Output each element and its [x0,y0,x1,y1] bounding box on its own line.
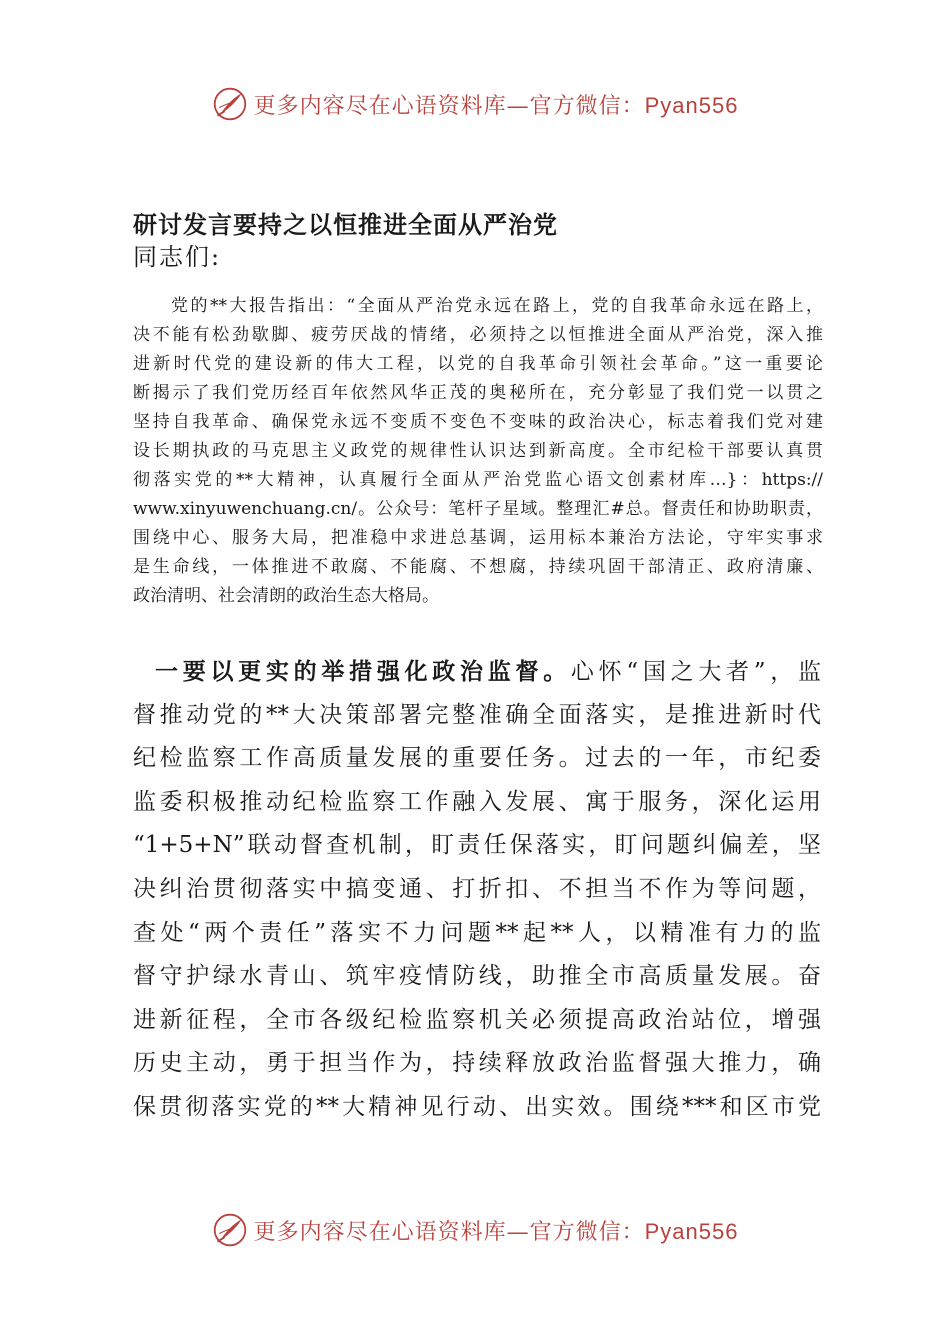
intro-line: 是生命线，一体推进不敢腐、不能腐、不想腐，持续巩固干部清正、政府清廉、 [133,557,823,577]
intro-line: 断揭示了我们党历经百年依然风华正茂的奥秘所在，充分彰显了我们党一以贯之 [133,383,823,403]
intro-line: 彻落实党的**大精神，认真履行全面从严治党监心语文创素材库…}：https:// [133,470,823,490]
intro-line: 决不能有松劲歇脚、疲劳厌战的情绪，必须持之以恒推进全面从严治党，深入推 [133,325,823,345]
banner-text: 更多内容尽在心语资料库—官方微信：Pyan556 [253,92,739,119]
header-banner [0,82,950,126]
intro-line: www.xinyuwenchuang.cn/。公众号：笔杆子星域。整理汇#总。督责任和协助职责， [133,499,823,519]
body-line: 督守护绿水青山、筑牢疫情防线，助推全市高质量发展。奋 [133,963,821,990]
quill-pen-logo-icon [212,1212,248,1248]
section-1-first-line [133,650,821,694]
intro-line: 党的**大报告指出：“全面从严治党永远在路上，党的自我革命永远在路上， [171,296,823,316]
intro-paragraph [133,292,823,611]
body-line: 历史主动，勇于担当作为，持续释放政治监督强大推力，确 [133,1050,821,1077]
body-line: 进新征程，全市各级纪检监察机关必须提高政治站位，增强 [133,1006,821,1033]
intro-line: 政治清明、社会清朗的政治生态大格局。 [133,586,439,606]
intro-line: 设长期执政的马克思主义政党的规律性认识达到新高度。全市纪检干部要认真贯 [133,441,823,461]
intro-line: 围绕中心、服务大局，把准稳中求进总基调，运用标本兼治方法论，守牢实事求 [133,528,823,548]
wechat-id: Pyan556 [644,1218,739,1244]
section-1-heading: 一要以更实的举措强化政治监督。 [155,658,571,685]
body-line: 监委积极推动纪检监察工作融入发展、寓于服务，深化运用 [133,788,821,815]
quill-pen-logo-icon [212,86,248,122]
body-line: 保贯彻落实党的**大精神见行动、出实效。围绕***和区市党 [133,1093,821,1120]
wechat-id: Pyan556 [644,92,739,118]
intro-line: 坚持自我革命、确保党永远不变质不变色不变味的政治决心，标志着我们党对建 [133,412,823,432]
section-1-paragraph [133,650,821,1130]
intro-line: 进新时代党的建设新的伟大工程，以党的自我革命引领社会革命。”这一重要论 [133,354,823,374]
body-line: 纪检监察工作高质量发展的重要任务。过去的一年，市纪委 [133,745,821,772]
section-1-first-line-rest: 心怀“国之大者”，监 [570,659,821,685]
salutation: 同志们: [133,243,222,271]
body-line: 查处“两个责任”落实不力问题**起**人，以精准有力的监 [133,919,821,946]
body-line: “1+5+N”联动督查机制，盯责任保落实，盯问题纠偏差，坚 [133,832,821,859]
banner-text: 更多内容尽在心语资料库—官方微信：Pyan556 [253,1218,739,1245]
body-line: 决纠治贯彻落实中搞变通、打折扣、不担当不作为等问题， [133,875,821,902]
footer-banner [0,1208,950,1252]
body-line: 督推动党的**大决策部署完整准确全面落实，是推进新时代 [133,701,821,728]
document-title: 研讨发言要持之以恒推进全面从严治党 [133,210,558,239]
